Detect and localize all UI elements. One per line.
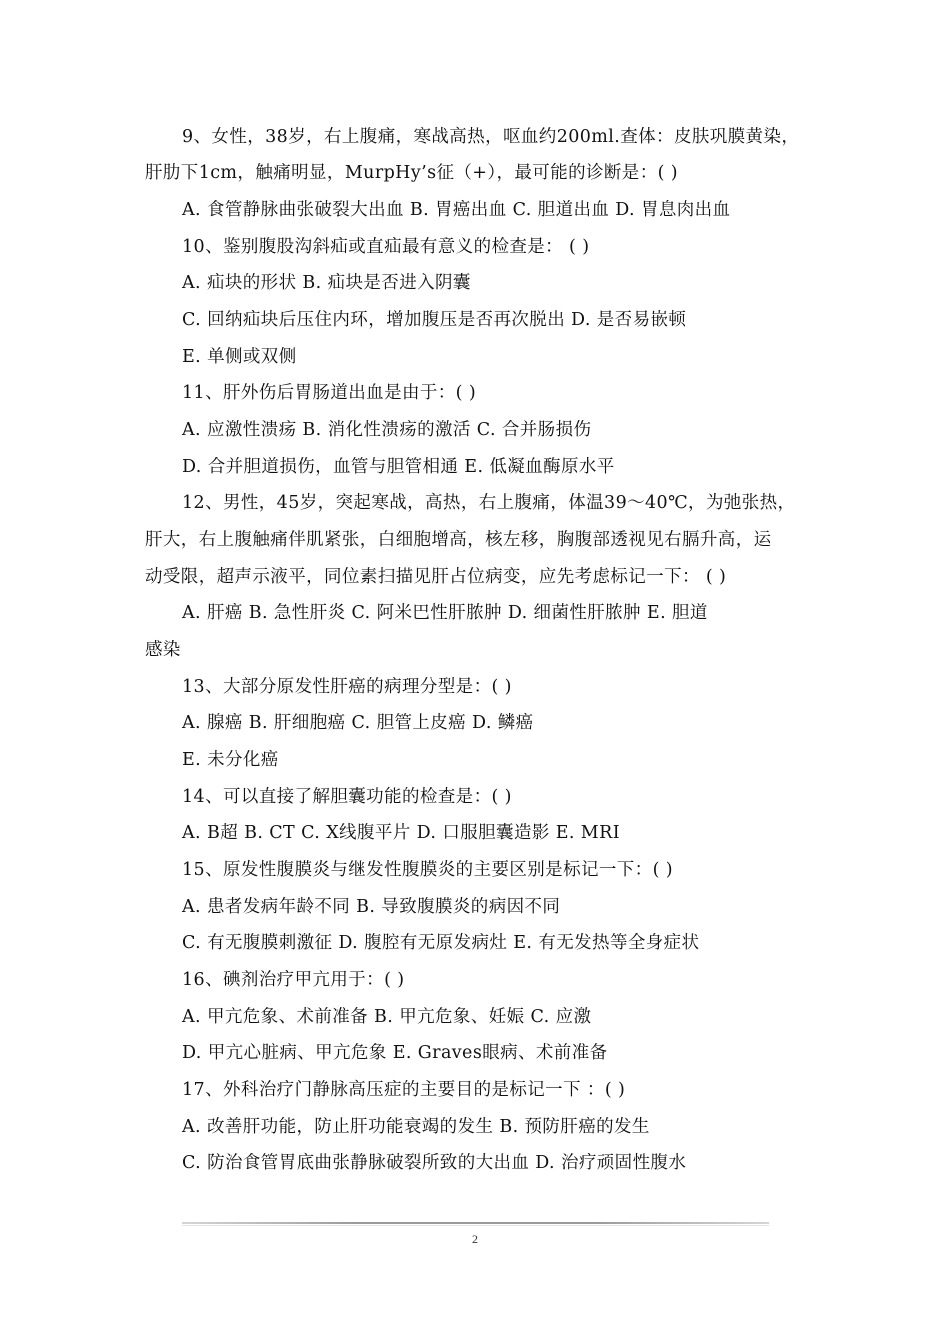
question-10-options-cd: C. 回纳疝块后压住内环，增加腹压是否再次脱出 D. 是否易嵌顿 — [182, 310, 687, 330]
question-16-options-abc: A. 甲亢危象、术前准备 B. 甲亢危象、妊娠 C. 应激 — [182, 1007, 592, 1027]
question-11-stem: 11、肝外伤后胃肠道出血是由于：( ) — [182, 383, 477, 403]
question-11-options-de: D. 合并胆道损伤，血管与胆管相通 E. 低凝血酶原水平 — [182, 457, 615, 477]
question-15-options-ab: A. 患者发病年龄不同 B. 导致腹膜炎的病因不同 — [182, 897, 561, 917]
question-17-options-cd: C. 防治食管胃底曲张静脉破裂所致的大出血 D. 治疗顽固性腹水 — [182, 1153, 687, 1173]
question-15-options-cde: C. 有无腹膜刺激征 D. 腹腔有无原发病灶 E. 有无发热等全身症状 — [182, 933, 700, 953]
question-10-stem: 10、鉴别腹股沟斜疝或直疝最有意义的检查是： ( ) — [182, 237, 590, 257]
footer-divider-shadow — [182, 1225, 769, 1226]
question-12-stem: 12、男性，45岁，突起寒战，高热，右上腹痛，体温39～40℃，为弛张热， — [182, 493, 796, 513]
footer-divider — [182, 1222, 769, 1224]
question-17-stem: 17、外科治疗门静脉高压症的主要目的是标记一下 ：( ) — [182, 1080, 626, 1100]
question-14-stem: 14、可以直接了解胆囊功能的检查是：( ) — [182, 787, 512, 807]
question-9-stem-cont: 肝肋下1cm，触痛明显，MurpHy’s征（+），最可能的诊断是：( ) — [145, 163, 679, 183]
question-17-options-ab: A. 改善肝功能，防止肝功能衰竭的发生 B. 预防肝癌的发生 — [182, 1117, 650, 1137]
question-10-option-e: E. 单侧或双侧 — [182, 347, 297, 367]
question-15-stem: 15、原发性腹膜炎与继发性腹膜炎的主要区别是标记一下：( ) — [182, 860, 673, 880]
question-12-options-cont: 感染 — [145, 640, 181, 660]
question-14-options: A. B超 B. CT C. X线腹平片 D. 口服胆囊造影 E. MRI — [182, 823, 621, 843]
question-10-options-ab: A. 疝块的形状 B. 疝块是否进入阴囊 — [182, 273, 471, 293]
question-12-options: A. 肝癌 B. 急性肝炎 C. 阿米巴性肝脓肿 D. 细菌性肝脓肿 E. 胆道 — [182, 603, 708, 623]
question-12-stem-cont-1: 肝大，右上腹触痛伴肌紧张，白细胞增高，核左移，胸腹部透视见右膈升高，运 — [145, 530, 772, 550]
question-13-stem: 13、大部分原发性肝癌的病理分型是：( ) — [182, 677, 512, 697]
page-number: 2 — [472, 1232, 478, 1246]
question-12-stem-cont-2: 动受限，超声示液平，同位素扫描见肝占位病变，应先考虑标记一下： ( ) — [145, 567, 727, 587]
question-9-options: A. 食管静脉曲张破裂大出血 B. 胃癌出血 C. 胆道出血 D. 胃息肉出血 — [182, 200, 731, 220]
question-16-options-de: D. 甲亢心脏病、甲亢危象 E. Graves眼病、术前准备 — [182, 1043, 608, 1063]
question-13-option-e: E. 未分化癌 — [182, 750, 279, 770]
question-16-stem: 16、碘剂治疗甲亢用于：( ) — [182, 970, 405, 990]
question-9-stem: 9、女性，38岁，右上腹痛，寒战高热，呕血约200ml.查体：皮肤巩膜黄染， — [182, 127, 800, 147]
question-13-options-abcd: A. 腺癌 B. 肝细胞癌 C. 胆管上皮癌 D. 鳞癌 — [182, 713, 534, 733]
question-11-options-abc: A. 应激性溃疡 B. 消化性溃疡的激活 C. 合并肠损伤 — [182, 420, 592, 440]
